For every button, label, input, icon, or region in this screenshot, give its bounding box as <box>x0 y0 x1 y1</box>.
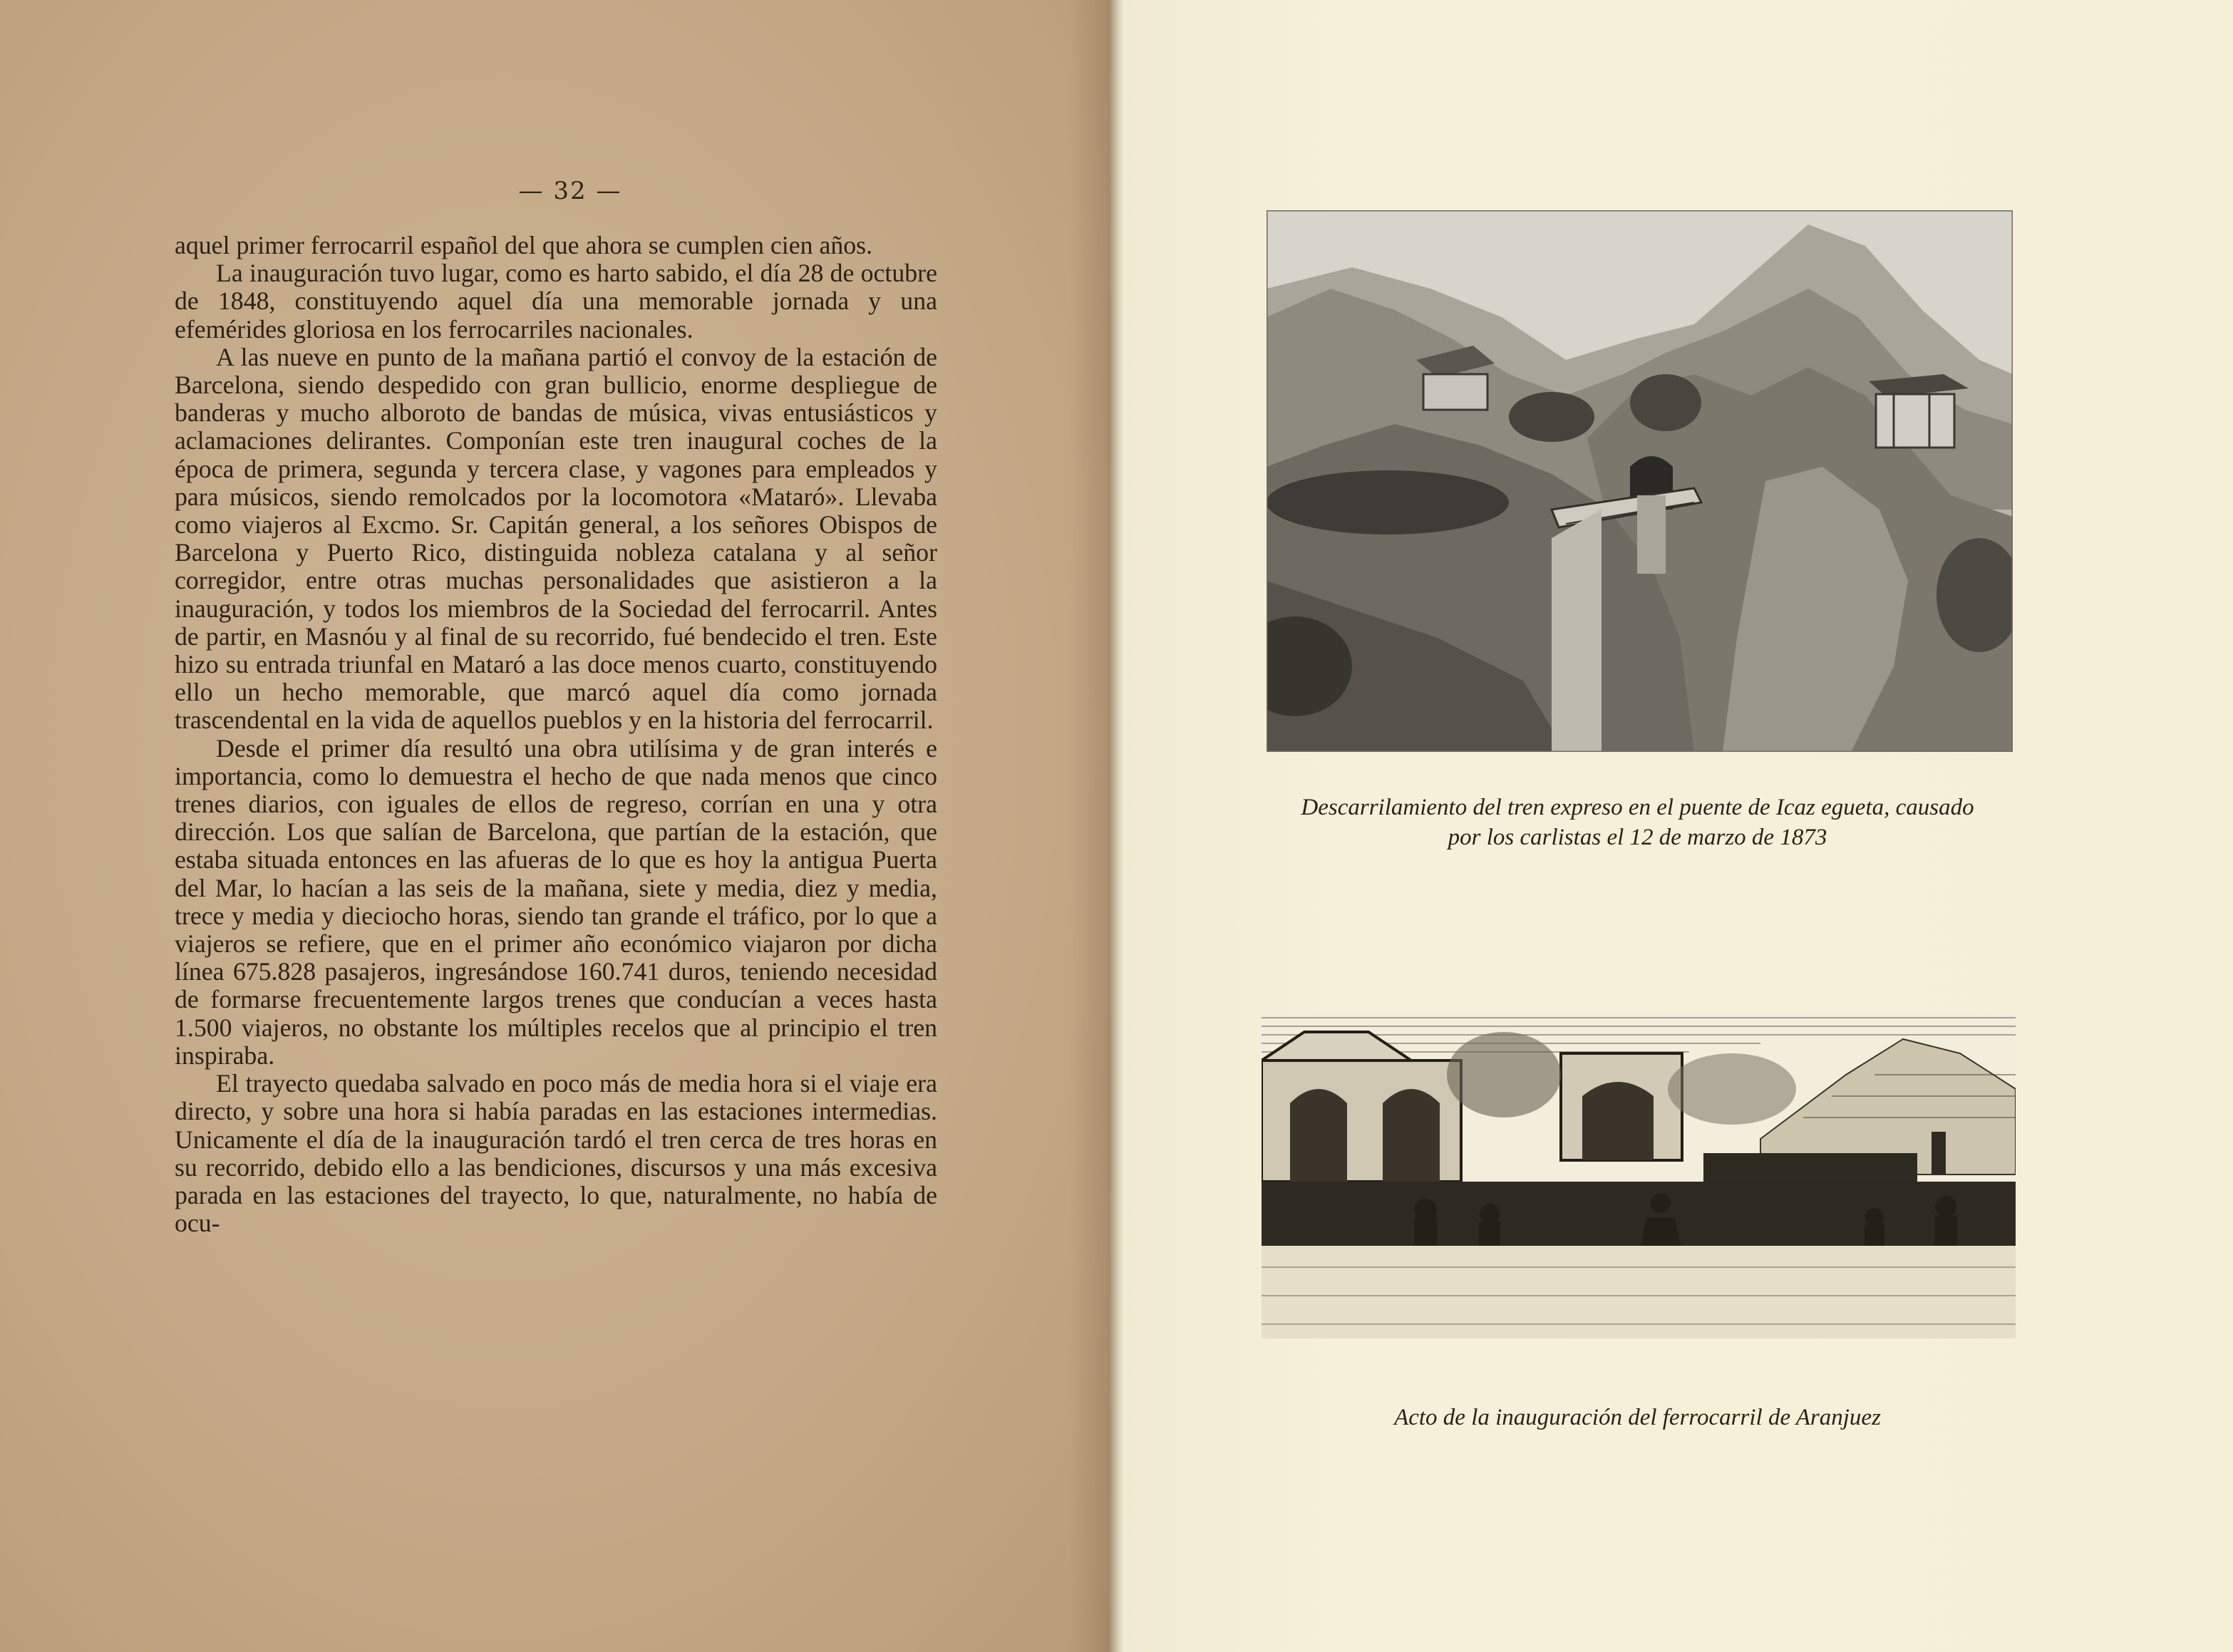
paragraph: El trayecto quedaba salvado en poco más de media hora si el viaje era directo, y sobre una hora si había paradas en las estaciones intermedias. Unicamente el día de la inauguración tardó el tren cerca de tres horas en su recorrido, debido ello a las bendiciones, discursos y una más excesiva parada en las estaciones del trayecto, lo que, naturalmente, no había de ocu- <box>175 1069 937 1238</box>
paragraph: A las nueve en punto de la mañana partió el convoy de la estación de Barcelona, siendo despedido con gran bullicio, enorme despliegue de banderas y mucho alboroto de bandas de música, vivas entusiásticos y aclamaciones delirantes. Componían este tren inaugural coches de la época de primera, segunda y tercera clase, y vagones para empleados y para músicos, siendo remolcados por la locomotora «Mataró». Llevaba como viajeros al Excmo. Sr. Capitán general, a los señores Obispos de Barcelona y Puerto Rico, distinguida nobleza catalana y al señor corregidor, entre otras muchas personalidades que asistieron a la inauguración, y todos los miembros de la Sociedad del ferrocarril. Antes de partir, en Masnóu y al final de su recorrido, fué bendecido el tren. Este hizo su entrada triunfal en Mataró a las doce menos cuarto, constituyendo ello un hecho memorable, que marcó aquel día como jornada trascendental en la vida de aquellos pueblos y en la historia del ferrocarril. <box>175 342 937 735</box>
caption-line: por los carlistas el 12 de marzo de 1873 <box>1448 825 1827 850</box>
inauguration-engraving <box>1262 1011 2016 1338</box>
paragraph: Desde el primer día resultó una obra utilísima y de gran interés e importancia, como lo demuestra el hecho de que nada menos que cinco trenes diarios, con iguales de ellos de regreso, corrían en una y otra dirección. Los que salían de Barcelona, que partían de la estación, que estaba situada entonces en las afueras de lo que es hoy la antigua Puerta del Mar, lo hacían a las seis de la mañana, siete y media, diez y media, trece y media y dieciocho horas, siendo tan grande el tráfico, por lo que a viajeros se refiere, que en el primer año económico viajaron por dicha línea 675.828 pasajeros, ingresándose 160.741 duros, teniendo necesidad de formarse frecuentemente largos trenes que conducían a veces hasta 1.500 viajeros, no obstante los múltiples recelos que al principio el tren inspiraba. <box>175 733 937 1070</box>
paragraph: La inauguración tuvo lugar, como es harto sabido, el día 28 de octubre de 1848, constituyendo aquel día una memorable jornada y una efemérides gloriosa en los ferrocarriles nacionales. <box>175 259 937 344</box>
derailment-illustration <box>1267 210 2013 752</box>
figure2-caption: Acto de la inauguración del ferrocarril de Aranjuez <box>1394 1405 1881 1430</box>
page-number: — 32 — <box>518 177 622 205</box>
body-text <box>175 232 937 1237</box>
figure1-caption <box>1240 793 2035 852</box>
caption-line: Descarrilamiento del tren expreso en el puente de Icaz egueta, causado <box>1301 795 1974 820</box>
paragraph: aquel primer ferrocarril español del que ahora se cumplen cien años. <box>175 231 873 259</box>
